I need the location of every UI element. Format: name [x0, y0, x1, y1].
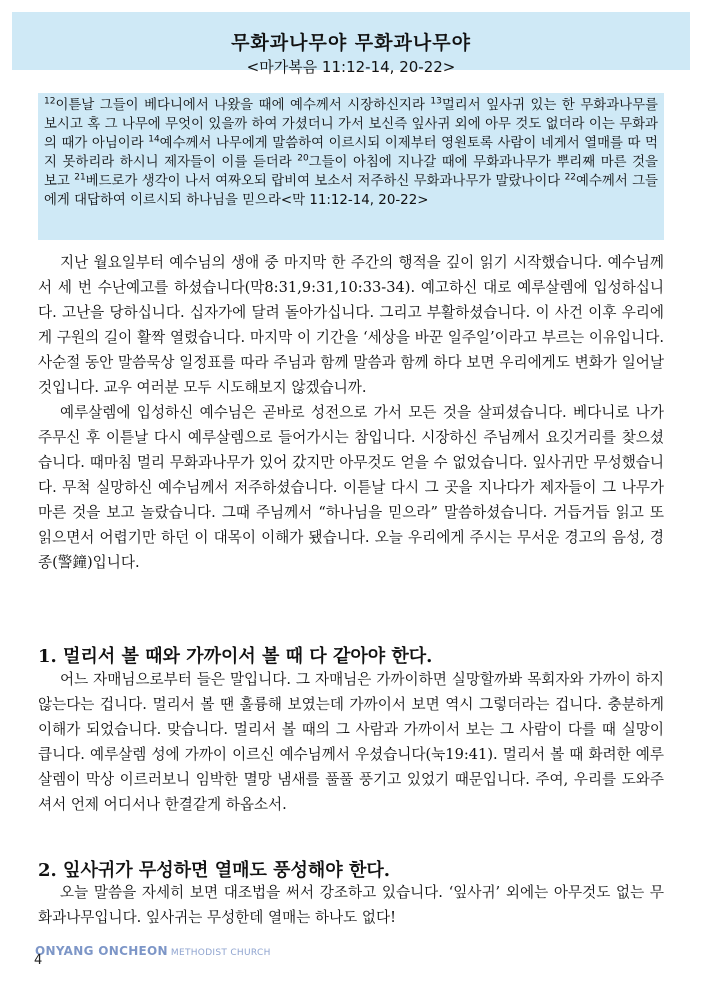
intro-paragraph-1: 지난 월요일부터 예수님의 생애 중 마지막 한 주간의 행적을 깊이 읽기 시작했습니다. 예수님께서 세 번 수난예고를 하셨습니다(막8:31,9:31,10:33-34). 예고하신 대로 예루살렘에 입성하십니다. 고난을 당하십니다. 십자가에 달려 돌아가십니다. 그리고 부활하셨습니다. 이 사건 이후 우리에게 구원의 길이 활짝 열렸습니다. 마지막 이 기간을 ‘세상을 바꾼 일주일’이라고 부르는 이유입니다. 사순절 동안 말씀묵상 일정표를 따라 주님과 함께 말씀과 함께 하다 보면 우리에게도 변화가 일어날 것입니다. 교우 여러분 모두 시도해보지 않겠습니까.	[38, 254, 664, 396]
verse-text: 베드로가 생각이 나서 여짜오되 랍비여 보소서 저주하신 무화과나무가 말랐나이다	[85, 174, 565, 189]
sermon-title: 무화과나무야 무화과나무야	[231, 32, 471, 54]
verse-number: 20	[297, 153, 309, 164]
verse-text: 예수께서 나무에게 말씀하여 이르시되 이제부터 영원토록 사람이 네게서 열매를 따 먹지 못하리라 하시니 제자들이 이를 듣더라	[44, 136, 658, 170]
section-2-heading: 2. 잎사귀가 무성하면 열매도 풍성해야 한다.	[38, 860, 390, 881]
church-logo	[35, 944, 271, 958]
verse-number: 14	[148, 134, 160, 145]
verse-number: 13	[430, 96, 442, 107]
section-2	[38, 880, 664, 930]
verse-text: 이튿날 그들이 베다니에서 나왔을 때에 예수께서 시장하신지라	[55, 98, 431, 113]
scripture-passage	[38, 93, 664, 240]
page-number: 4	[34, 953, 43, 968]
verse-text: 멀리서 잎사귀 있는 한 무화과나무를 보시고 혹 그 나무에 무엇이 있을까 하여 가셨더니 가서 보신즉 잎사귀 외에 아무 것도 없더라 이는 무화과의 때가 아님이라	[44, 98, 658, 151]
section-2-text: 오늘 말씀을 자세히 보면 대조법을 써서 강조하고 있습니다. ‘잎사귀’ 외에는 아무것도 없는 무화과나무입니다. 잎사귀는 무성한데 열매는 하나도 없다!	[38, 884, 664, 926]
church-logo-subtitle: METHODIST CHURCH	[170, 948, 271, 958]
scripture-reference: <마가복음 11:12-14, 20-22>	[246, 58, 456, 76]
verse-text: 그들이 아침에 지나갈 때에 무화과나무가 뿌리째 마른 것을 보고	[44, 155, 658, 189]
section-1-text: 어느 자매님으로부터 들은 말입니다. 그 자매님은 가까이하면 실망할까봐 목회자와 가까이 하지 않는다는 겁니다. 멀리서 볼 땐 훌륭해 보였는데 가까이서 보면 역시 그렇더라는 겁니다. 충분하게 이해가 되었습니다. 맞습니다. 멀리서 볼 때의 그 사람과 가까이서 보는 그 사람이 다를 때 실망이 큽니다. 예루살렘 성에 가까이 이르신 예수님께서 우셨습니다(눅19:41). 멀리서 볼 때 화려한 예루살렘이 막상 이르러보니 임박한 멸망 냄새를 풀풀 풍기고 있었기 때문입니다. 주여, 우리를 도와주셔서 언제 어디서나 한결같게 하옵소서.	[38, 671, 665, 813]
verse-text: 예수께서 그들에게 대답하여 이르시되 하나님을 믿으라<막 11:12-14, 20-22>	[44, 174, 658, 208]
title-banner	[12, 12, 690, 76]
section-1-heading: 1. 멀리서 볼 때와 가까이서 볼 때 다 같아야 한다.	[38, 646, 433, 667]
verse-number: 12	[44, 96, 56, 107]
intro-paragraph-2: 예루살렘에 입성하신 예수님은 곧바로 성전으로 가서 모든 것을 살피셨습니다. 베다니로 나가 주무신 후 이튿날 다시 예루살렘으로 들어가시는 참입니다. 시장하신 주님께서 요깃거리를 찾으셨습니다. 때마침 멀리 무화과나무가 있어 갔지만 아무것도 얻을 수 없었습니다. 잎사귀만 무성했습니다. 무척 실망하신 예수님께서 저주하셨습니다. 이튿날 다시 그 곳을 지나다가 제자들이 그 나무가 마른 것을 보고 놀랐습니다. 그때 주님께서 “하나님을 믿으라” 말씀하셨습니다. 거듭거듭 읽고 또 읽으면서 어렵기만 하던 이 대목이 이해가 됐습니다. 오늘 우리에게 주시는 무서운 경고의 음성, 경종(警鐘)입니다.	[38, 404, 664, 571]
section-1	[38, 667, 664, 817]
verse-number: 21	[74, 172, 86, 183]
intro-section	[38, 250, 664, 575]
verse-number: 22	[564, 172, 577, 183]
church-logo-name: ONYANG ONCHEON	[35, 944, 168, 958]
